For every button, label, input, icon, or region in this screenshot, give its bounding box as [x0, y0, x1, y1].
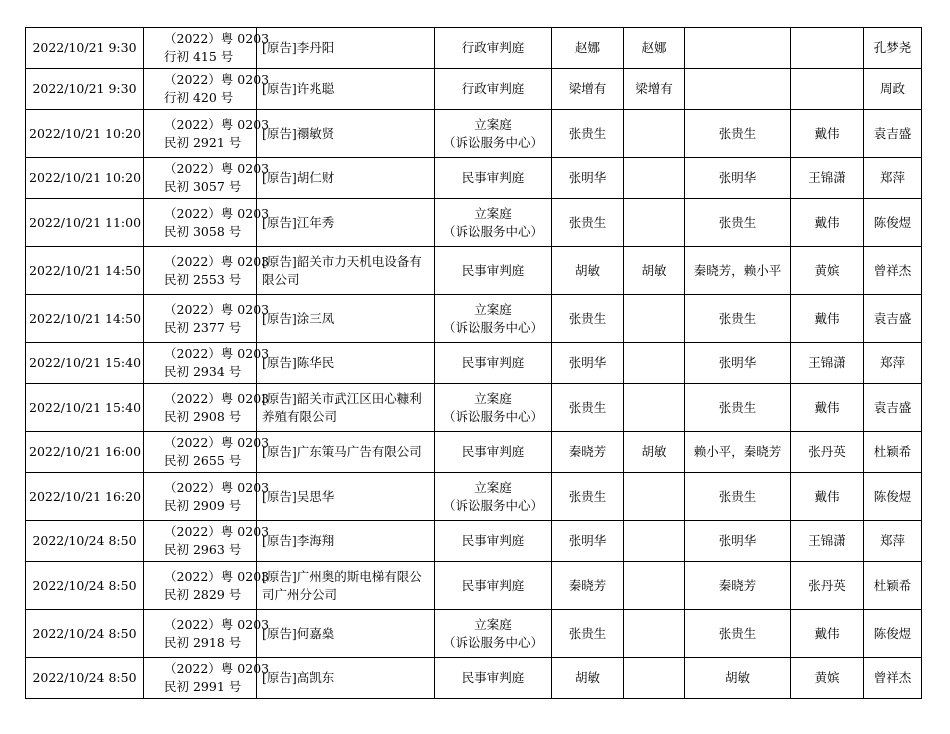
clerk-cell: 张丹英: [791, 432, 864, 473]
panel-members-cell: 张明华: [685, 158, 791, 199]
judge-cell: 张贵生: [552, 384, 624, 432]
court-line1: 立案庭: [474, 116, 512, 132]
judge-cell: 张贵生: [552, 610, 624, 658]
party-cell: [原告]韶关市武江区田心糠利养殖有限公司: [257, 384, 435, 432]
case-number-line1: （2022）粤 0203: [164, 116, 270, 132]
case-number-line1: （2022）粤 0203: [164, 31, 270, 46]
clerk-cell: 王锦潇: [791, 158, 864, 199]
court-cell: [435, 432, 552, 473]
court-cell: [435, 521, 552, 562]
hearing-time-cell: 2022/10/24 8:50: [26, 658, 144, 699]
presiding-judge-cell: 赵娜: [624, 28, 685, 69]
case-number-line1: （2022）粤 0203: [164, 161, 270, 176]
hearing-time-cell: 2022/10/21 15:40: [26, 343, 144, 384]
party-cell: [原告]胡仁财: [257, 158, 435, 199]
case-number-line1: （2022）粤 0203: [164, 479, 270, 495]
party-cell: [原告]陈华民: [257, 343, 435, 384]
clerk-cell: [791, 28, 864, 69]
case-number-line1: （2022）粤 0203: [164, 390, 270, 406]
court-cell: [435, 610, 552, 658]
court-line1: 行政审判庭: [461, 81, 525, 96]
table-row: [26, 295, 922, 343]
presiding-judge-cell: [624, 158, 685, 199]
panel-members-cell: 秦晓芳: [685, 562, 791, 610]
court-cell: [435, 343, 552, 384]
panel-members-cell: 张贵生: [685, 295, 791, 343]
clerk-cell: [791, 69, 864, 110]
table-row: [26, 521, 922, 562]
court-cell: [435, 158, 552, 199]
party-cell: [原告]广东策马广告有限公司: [257, 432, 435, 473]
presiding-judge-cell: [624, 658, 685, 699]
assistant-cell: 郑萍: [864, 521, 922, 562]
case-number-line1: （2022）粤 0203: [164, 616, 270, 632]
hearing-time-cell: 2022/10/21 16:20: [26, 473, 144, 521]
table-row: [26, 432, 922, 473]
court-cell: [435, 110, 552, 158]
clerk-cell: 黄嫔: [791, 247, 864, 295]
table-row: [26, 110, 922, 158]
court-line1: 民事审判庭: [461, 670, 525, 685]
hearing-time-cell: 2022/10/21 10:20: [26, 158, 144, 199]
case-number-line2: 民初 2909 号: [164, 497, 242, 513]
presiding-judge-cell: 胡敏: [624, 432, 685, 473]
judge-cell: 秦晓芳: [552, 562, 624, 610]
table-row: [26, 343, 922, 384]
presiding-judge-cell: [624, 343, 685, 384]
assistant-cell: 曾祥杰: [864, 247, 922, 295]
case-number-cell: [144, 28, 270, 69]
panel-members-cell: 胡敏: [685, 658, 791, 699]
hearing-time-cell: 2022/10/21 10:20: [26, 110, 144, 158]
court-line2: （诉讼服务中心）: [442, 134, 543, 150]
hearing-time-cell: 2022/10/21 15:40: [26, 384, 144, 432]
hearing-time-cell: 2022/10/21 11:00: [26, 199, 144, 247]
case-number-line1: （2022）粤 0203: [164, 568, 270, 584]
case-number-line1: （2022）粤 0203: [164, 72, 270, 87]
clerk-cell: 戴伟: [791, 199, 864, 247]
hearing-time-cell: 2022/10/24 8:50: [26, 521, 144, 562]
judge-cell: 张贵生: [552, 473, 624, 521]
court-line2: （诉讼服务中心）: [442, 319, 543, 335]
panel-members-cell: 张明华: [685, 343, 791, 384]
case-number-cell: [144, 343, 270, 384]
case-number-cell: [144, 473, 270, 521]
party-cell: [原告]许兆聪: [257, 69, 435, 110]
court-line1: 民事审判庭: [461, 444, 525, 459]
case-number-cell: [144, 658, 270, 699]
table-row: [26, 28, 922, 69]
court-line1: 民事审判庭: [461, 170, 525, 185]
court-line1: 民事审判庭: [461, 533, 525, 548]
judge-cell: 张贵生: [552, 110, 624, 158]
assistant-cell: 陈俊煜: [864, 610, 922, 658]
party-cell: [原告]禤敏贤: [257, 110, 435, 158]
case-number-cell: [144, 610, 270, 658]
court-cell: [435, 69, 552, 110]
case-number-cell: [144, 110, 270, 158]
table-row: [26, 247, 922, 295]
court-cell: [435, 247, 552, 295]
party-cell: [原告]何嘉燊: [257, 610, 435, 658]
assistant-cell: 陈俊煜: [864, 199, 922, 247]
case-number-line2: 民初 2963 号: [164, 542, 242, 557]
case-number-line1: （2022）粤 0203: [164, 435, 270, 450]
presiding-judge-cell: [624, 521, 685, 562]
case-number-cell: [144, 432, 270, 473]
clerk-cell: 戴伟: [791, 295, 864, 343]
court-line1: 立案庭: [474, 205, 512, 221]
court-line2: （诉讼服务中心）: [442, 223, 543, 239]
judge-cell: 张明华: [552, 343, 624, 384]
case-number-cell: [144, 69, 270, 110]
case-number-line1: （2022）粤 0203: [164, 205, 270, 221]
court-cell: [435, 658, 552, 699]
court-line2: （诉讼服务中心）: [442, 408, 543, 424]
table-row: [26, 473, 922, 521]
court-line2: （诉讼服务中心）: [442, 634, 543, 650]
case-number-cell: [144, 295, 270, 343]
panel-members-cell: 秦晓芳，赖小平: [685, 247, 791, 295]
assistant-cell: 杜颖希: [864, 432, 922, 473]
court-cell: [435, 384, 552, 432]
case-number-cell: [144, 199, 270, 247]
presiding-judge-cell: [624, 473, 685, 521]
case-number-line2: 民初 2934 号: [164, 364, 242, 379]
panel-members-cell: 张贵生: [685, 384, 791, 432]
presiding-judge-cell: [624, 610, 685, 658]
table-row: [26, 610, 922, 658]
court-line1: 立案庭: [474, 301, 512, 317]
case-number-line2: 行初 415 号: [164, 49, 234, 64]
hearing-time-cell: 2022/10/21 14:50: [26, 295, 144, 343]
case-number-line2: 行初 420 号: [164, 90, 234, 105]
table-row: [26, 384, 922, 432]
hearing-time-cell: 2022/10/21 14:50: [26, 247, 144, 295]
court-cell: [435, 473, 552, 521]
panel-members-cell: [685, 69, 791, 110]
party-cell: [原告]吴思华: [257, 473, 435, 521]
assistant-cell: 周政: [864, 69, 922, 110]
presiding-judge-cell: [624, 384, 685, 432]
case-number-line2: 民初 2918 号: [164, 634, 242, 650]
case-number-cell: [144, 562, 270, 610]
case-number-line2: 民初 2553 号: [164, 271, 242, 287]
judge-cell: 梁增有: [552, 69, 624, 110]
table-row: [26, 199, 922, 247]
panel-members-cell: 张贵生: [685, 473, 791, 521]
case-number-cell: [144, 521, 270, 562]
party-cell: [原告]江年秀: [257, 199, 435, 247]
case-number-cell: [144, 158, 270, 199]
clerk-cell: 王锦潇: [791, 343, 864, 384]
presiding-judge-cell: [624, 199, 685, 247]
case-number-line2: 民初 2829 号: [164, 586, 242, 602]
assistant-cell: 袁吉盛: [864, 110, 922, 158]
court-line1: 立案庭: [474, 390, 512, 406]
judge-cell: 胡敏: [552, 658, 624, 699]
assistant-cell: 袁吉盛: [864, 295, 922, 343]
clerk-cell: 戴伟: [791, 384, 864, 432]
presiding-judge-cell: [624, 110, 685, 158]
clerk-cell: 戴伟: [791, 110, 864, 158]
case-number-line2: 民初 2655 号: [164, 453, 242, 468]
case-number-line2: 民初 2921 号: [164, 134, 242, 150]
case-number-line1: （2022）粤 0203: [164, 301, 270, 317]
hearing-schedule-table: [25, 27, 922, 699]
court-cell: [435, 28, 552, 69]
panel-members-cell: 张贵生: [685, 199, 791, 247]
case-number-line2: 民初 2908 号: [164, 408, 242, 424]
presiding-judge-cell: 梁增有: [624, 69, 685, 110]
judge-cell: 张明华: [552, 521, 624, 562]
party-cell: [原告]李海翔: [257, 521, 435, 562]
table-row: [26, 658, 922, 699]
assistant-cell: 陈俊煜: [864, 473, 922, 521]
case-number-line1: （2022）粤 0203: [164, 253, 270, 269]
case-number-line1: （2022）粤 0203: [164, 346, 270, 361]
presiding-judge-cell: [624, 562, 685, 610]
case-number-line1: （2022）粤 0203: [164, 661, 270, 676]
court-line2: （诉讼服务中心）: [442, 497, 543, 513]
assistant-cell: 袁吉盛: [864, 384, 922, 432]
clerk-cell: 戴伟: [791, 473, 864, 521]
court-cell: [435, 295, 552, 343]
clerk-cell: 戴伟: [791, 610, 864, 658]
court-line1: 民事审判庭: [461, 355, 525, 370]
judge-cell: 张贵生: [552, 295, 624, 343]
presiding-judge-cell: 胡敏: [624, 247, 685, 295]
case-number-line2: 民初 2991 号: [164, 679, 242, 694]
hearing-time-cell: 2022/10/21 9:30: [26, 69, 144, 110]
hearing-time-cell: 2022/10/21 9:30: [26, 28, 144, 69]
court-cell: [435, 562, 552, 610]
hearing-time-cell: 2022/10/21 16:00: [26, 432, 144, 473]
court-line1: 行政审判庭: [461, 40, 525, 55]
court-line1: 立案庭: [474, 479, 512, 495]
judge-cell: 张贵生: [552, 199, 624, 247]
panel-members-cell: [685, 28, 791, 69]
panel-members-cell: 张明华: [685, 521, 791, 562]
court-cell: [435, 199, 552, 247]
party-cell: [原告]涂三凤: [257, 295, 435, 343]
panel-members-cell: 张贵生: [685, 110, 791, 158]
assistant-cell: 孔梦尧: [864, 28, 922, 69]
court-line1: 民事审判庭: [461, 262, 525, 278]
table-row: [26, 69, 922, 110]
assistant-cell: 郑萍: [864, 158, 922, 199]
clerk-cell: 张丹英: [791, 562, 864, 610]
judge-cell: 秦晓芳: [552, 432, 624, 473]
hearing-time-cell: 2022/10/24 8:50: [26, 562, 144, 610]
party-cell: [原告]韶关市力天机电设备有限公司: [257, 247, 435, 295]
assistant-cell: 杜颖希: [864, 562, 922, 610]
table-row: [26, 158, 922, 199]
case-number-line2: 民初 3058 号: [164, 223, 242, 239]
case-number-cell: [144, 247, 270, 295]
presiding-judge-cell: [624, 295, 685, 343]
case-number-line2: 民初 3057 号: [164, 179, 242, 194]
court-line1: 立案庭: [474, 616, 512, 632]
case-number-line1: （2022）粤 0203: [164, 524, 270, 539]
hearing-time-cell: 2022/10/24 8:50: [26, 610, 144, 658]
case-number-line2: 民初 2377 号: [164, 319, 242, 335]
party-cell: [原告]李丹阳: [257, 28, 435, 69]
judge-cell: 胡敏: [552, 247, 624, 295]
case-number-cell: [144, 384, 270, 432]
judge-cell: 赵娜: [552, 28, 624, 69]
clerk-cell: 王锦潇: [791, 521, 864, 562]
court-line1: 民事审判庭: [461, 577, 525, 593]
panel-members-cell: 张贵生: [685, 610, 791, 658]
party-cell: [原告]高凯东: [257, 658, 435, 699]
assistant-cell: 郑萍: [864, 343, 922, 384]
panel-members-cell: 赖小平，秦晓芳: [685, 432, 791, 473]
assistant-cell: 曾祥杰: [864, 658, 922, 699]
table-row: [26, 562, 922, 610]
judge-cell: 张明华: [552, 158, 624, 199]
party-cell: [原告]广州奥的斯电梯有限公司广州分公司: [257, 562, 435, 610]
clerk-cell: 黄嫔: [791, 658, 864, 699]
